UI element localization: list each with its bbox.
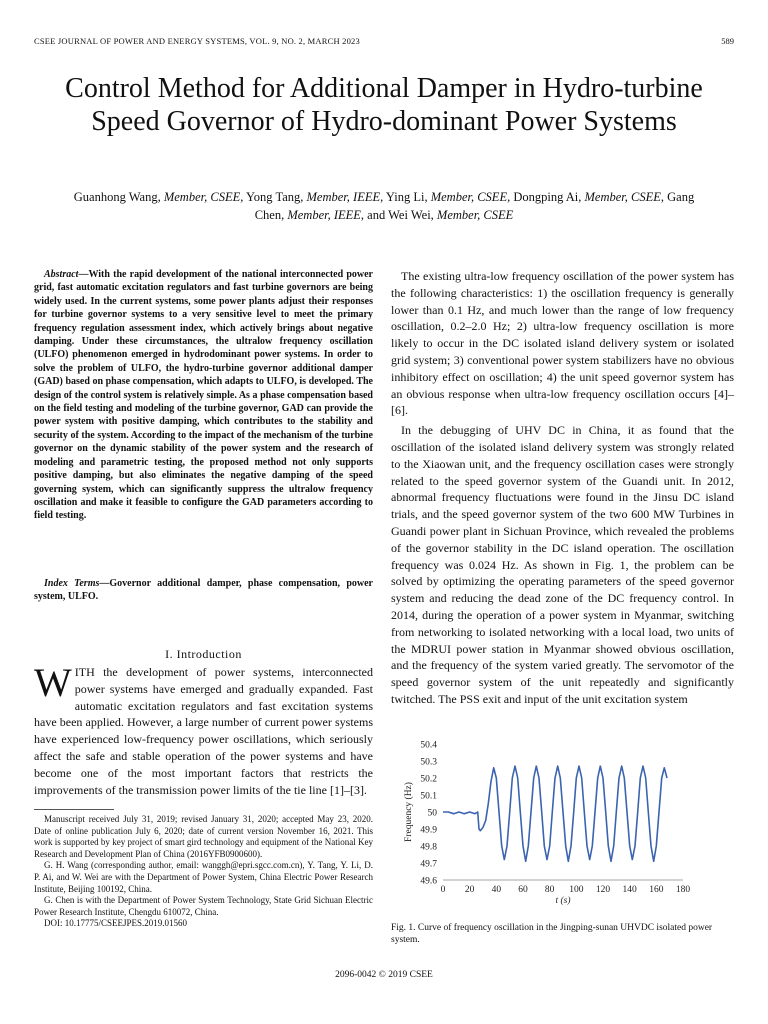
author-list: Guanhong Wang, Member, CSEE, Yong Tang, Member, IEEE, Ying Li, Member, CSEE, Dongping Ai, Member, CSEE, Gang Chen, Member, IEEE, and Wei Wei, Member, CSEE <box>73 190 695 222</box>
abstract <box>34 268 373 523</box>
x-tick-label: 120 <box>595 885 611 895</box>
y-axis-label: Frequency (Hz) <box>404 782 414 842</box>
author-name: Dongping Ai, <box>513 190 585 204</box>
footnote-divider <box>34 809 114 810</box>
y-tick-label: 50.4 <box>420 740 437 751</box>
author-affiliation: Member, CSEE <box>430 190 508 204</box>
footnote-doi: DOI: 10.17775/CSEEJPES.2019.01560 <box>44 918 188 929</box>
frequency-chart <box>391 732 734 912</box>
index-terms-label: Index Terms <box>44 578 100 589</box>
y-tick-label: 49.8 <box>420 842 437 853</box>
footnote-affiliation-1: G. H. Wang (corresponding author, email: wanggh@epri.sgcc.com.cn), Y. Tang, Y. Li, D. P. Ai, and W. Wei are with the Department of Power System, China Electric Power Research Institute, Beijing 100192, China. <box>34 860 373 894</box>
figure-1 <box>391 732 734 912</box>
author-name: Guanhong Wang, <box>73 190 164 204</box>
footnote-affiliation-2: G. Chen is with the Department of Power System Technology, State Grid Sichuan Electric Power Research Institute, Chengdu 610072, China. <box>34 895 373 917</box>
x-tick-label: 80 <box>544 885 555 895</box>
author-name: Yong Tang, <box>246 190 307 204</box>
x-axis-label: t (s) <box>555 896 571 906</box>
y-tick-label: 50 <box>427 808 437 819</box>
y-tick-label: 49.6 <box>420 876 437 887</box>
abstract-label: Abstract <box>44 269 79 280</box>
running-header: CSEE JOURNAL OF POWER AND ENERGY SYSTEMS, VOL. 9, NO. 2, MARCH 2023 <box>34 36 360 46</box>
right-column-text <box>391 268 734 711</box>
y-tick-label: 50.1 <box>420 791 437 802</box>
y-tick-label: 50.3 <box>420 757 437 768</box>
x-tick-label: 160 <box>649 885 664 895</box>
index-terms <box>34 577 373 604</box>
frequency-series-line <box>443 766 667 861</box>
paper-title: Control Method for Additional Damper in Hydro-turbine Speed Governor of Hydro-dominant Power Systems <box>65 73 703 137</box>
intro-text: ITH the development of power systems, interconnected power systems have emerged and gradually expanded. Fast automatic excitation regulators and fast excitation systems have been applied. However, a large number of current power systems have experienced low-frequency power oscillations, which seriously affect the safe and stable operation of the power systems and have become one of the most important factors that restricts the improvements of the transmission power limits of the tie line [1]–[3]. <box>34 665 373 797</box>
page-number: 589 <box>721 36 734 46</box>
x-tick-label: 140 <box>622 885 637 895</box>
x-tick-label: 0 <box>440 885 446 895</box>
figure-caption: Fig. 1. Curve of frequency oscillation in the Jingping-sunan UHVDC isolated power system. <box>391 923 713 945</box>
footnotes <box>34 814 373 930</box>
x-tick-label: 60 <box>518 885 528 895</box>
index-terms-text: —Governor additional damper, phase compensation, power system, ULFO. <box>34 578 373 603</box>
author-name: Gang Chen, <box>254 190 695 222</box>
x-tick-label: 20 <box>464 885 475 895</box>
y-tick-label: 49.7 <box>420 859 437 870</box>
page-footer: 2096-0042 © 2019 CSEE <box>335 970 433 980</box>
author-affiliation: Member, IEEE <box>306 190 381 204</box>
author-name: Ying Li, <box>385 190 431 204</box>
x-tick-label: 100 <box>569 885 584 895</box>
author-affiliation: Member, CSEE <box>584 190 661 204</box>
author-name: Wei Wei, <box>388 208 437 222</box>
y-tick-label: 50.2 <box>420 774 437 785</box>
dropcap-letter: W <box>34 660 72 705</box>
y-tick-label: 49.9 <box>420 825 437 836</box>
author-affiliation: Member, IEEE <box>287 208 361 222</box>
abstract-text: —With the rapid development of the national interconnected power grid, fast automatic excitation regulators and fast turbine governors are being widely used. In the current systems, some power plants adjust their responses for turbine governor systems to a very sensitive level to meet the primary frequency regulation assessment index, which actively brings about negative damping. Under these circumstances, the ultralow frequency oscillation (ULFO) phenomenon emerged in hydrodominant power systems. In order to solve the problem of ULFO, the hydro-turbine governor additional damper (GAD) based on phase compensation, which adapts to ULFO, is developed. The design of the control system is relatively simple. As a phase compensation based on the field testing and modeling of the turbine governor, GAD can provide the power system with positive damping, which contributes to the stability and security of the system. According to the impact of the mechanism of the turbine governor on the dynamic stability of the power system and the research of modeling and parametric testing, the proposed method not only supports positive damping, but also eliminates the negative damping of the speed governing system, which can significantly suppress the ultralow frequency oscillation and make it feasible to configure the GAD parameters according to field testing. <box>34 269 373 522</box>
x-tick-label: 180 <box>675 885 691 895</box>
section-heading: I. Introduction <box>165 647 242 661</box>
paragraph-debugging: In the debugging of UHV DC in China, it as found that the oscillation of the isolated island delivery system was strongly related to the Xiaowan unit, and the frequency oscillation cases were strongly related to the speed governor system of the Guandi unit. In 2012, abnormal frequency fluctuations were found in the Jinsu DC island trials, and the speed governor system of the two 600 MW Turbines in Guandi power plant in Sichuan Province, which revealed the problems of the governor stability in the DC island operation. The oscillation frequency was 0.024 Hz. As shown in Fig. 1, the problem can be solved by optimizing the operating parameters of the speed governor system and reducing the dead zone of the DC frequency control. In 2014, during the operation of a power system in Myanmar, switching from networking to isolated networking with a local load, two units of the MDRUI power station in Myanmar showed obvious oscillation, and the frequency of the system varied greatly. The servomotor of the speed governor system of the unit repeatedly and significantly twitched. The PSS exit and input of the unit excitation system <box>391 423 734 706</box>
intro-paragraph <box>34 660 373 798</box>
footnote-manuscript: Manuscript received July 31, 2019; revised January 31, 2020; accepted May 23, 2020. Date of online publication July 6, 2020; date of current version November 16, 2021. This work is supported by key project of smart gird technology and equipment of the National Key Research and Development Plan of China (2016YFB0900600). <box>34 814 373 859</box>
x-tick-label: 40 <box>491 885 502 895</box>
author-affiliation: Member, CSEE <box>436 208 514 222</box>
author-affiliation: Member, CSEE <box>163 190 241 204</box>
paragraph-characteristics: The existing ultra-low frequency oscillation of the power system has the following characteristics: 1) the oscillation frequency is generally lower than 0.1 Hz, and much lower than the range of low frequency oscillation, 0.2–2.0 Hz; 2) ultra-low frequency oscillation is more likely to occur in the DC isolated island delivery system or isolated grid system; 3) conventional power system stabilizers have no obvious inhibitory effect on oscillation; 4) the unit speed governor system has an obvious response when ultra-low frequency oscillation occurs [4]–[6]. <box>391 269 734 418</box>
